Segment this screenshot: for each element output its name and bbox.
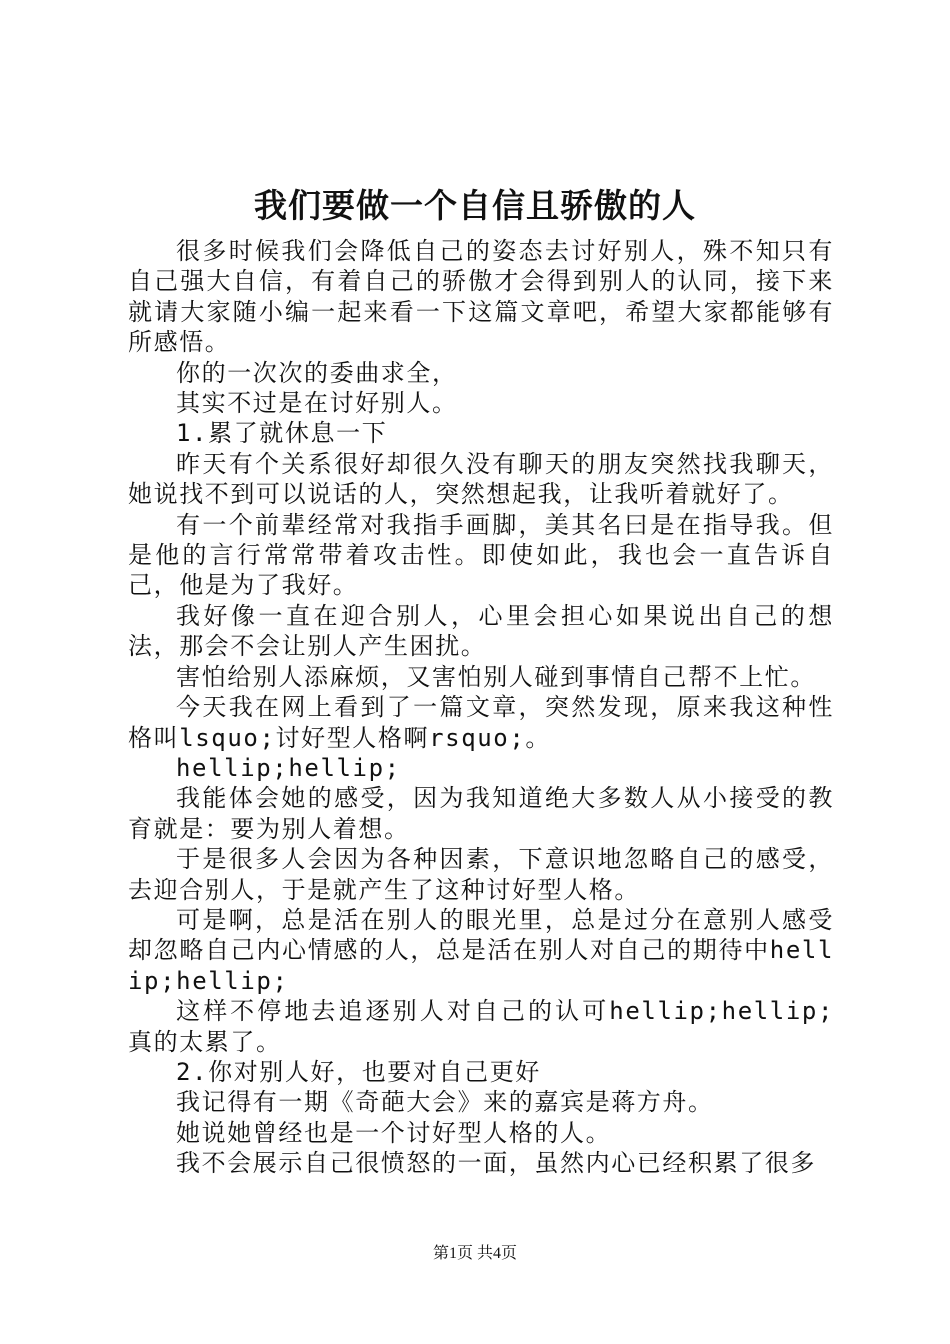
- paragraph: 我记得有一期《奇葩大会》来的嘉宾是蒋方舟。: [176, 1088, 714, 1117]
- page-footer: 第1页 共4页: [432, 1245, 517, 1262]
- paragraph: 这样不停地去追逐别人对自己的认可hellip;hellip;真的太累了。: [128, 997, 834, 1056]
- paragraph: 我能体会她的感受，因为我知道绝大多数人从小接受的教育就是：要为别人着想。: [128, 784, 834, 843]
- paragraph: 昨天有个关系很好却很久没有聊天的朋友突然找我聊天，她说找不到可以说话的人，突然想起我，让我听着就好了。: [128, 449, 834, 509]
- paragraph: 可是啊，总是活在别人的眼光里，总是过分在意别人感受却忽略自己内心情感的人，总是活在别人对自己的期待中hellip;hellip;: [128, 905, 834, 995]
- paragraph: 我好像一直在迎合别人，心里会担心如果说出自己的想法，那会不会让别人产生困扰。: [128, 601, 834, 661]
- paragraph: 我不会展示自己很愤怒的一面，虽然内心已经积累了很多: [176, 1149, 816, 1178]
- document-body: [128, 236, 834, 1179]
- paragraph: 有一个前辈经常对我指手画脚，美其名曰是在指导我。但是他的言行常常带着攻击性。即使如此，我也会一直告诉自己，他是为了我好。: [128, 510, 834, 600]
- paragraph: 害怕给别人添麻烦，又害怕别人碰到事情自己帮不上忙。: [176, 662, 816, 691]
- paragraph: 她说她曾经也是一个讨好型人格的人。: [176, 1118, 612, 1147]
- paragraph: 你的一次次的委曲求全，: [176, 358, 458, 387]
- paragraph: hellip;hellip;: [176, 753, 401, 782]
- paragraph: 其实不过是在讨好别人。: [176, 389, 458, 418]
- section-heading: 1.累了就休息一下: [176, 419, 388, 448]
- paragraph: 今天我在网上看到了一篇文章，突然发现，原来我这种性格叫lsquo;讨好型人格啊rsquo;。: [128, 693, 834, 752]
- document-title: 我们要做一个自信且骄傲的人: [254, 186, 696, 225]
- section-heading: 2.你对别人好，也要对自己更好: [176, 1057, 541, 1086]
- paragraph: 很多时候我们会降低自己的姿态去讨好别人，殊不知只有自己强大自信，有着自己的骄傲才会得到别人的认同，接下来就请大家随小编一起来看一下这篇文章吧，希望大家都能够有所感悟。: [128, 237, 834, 357]
- paragraph: 于是很多人会因为各种因素，下意识地忽略自己的感受，去迎合别人，于是就产生了这种讨好型人格。: [128, 845, 834, 904]
